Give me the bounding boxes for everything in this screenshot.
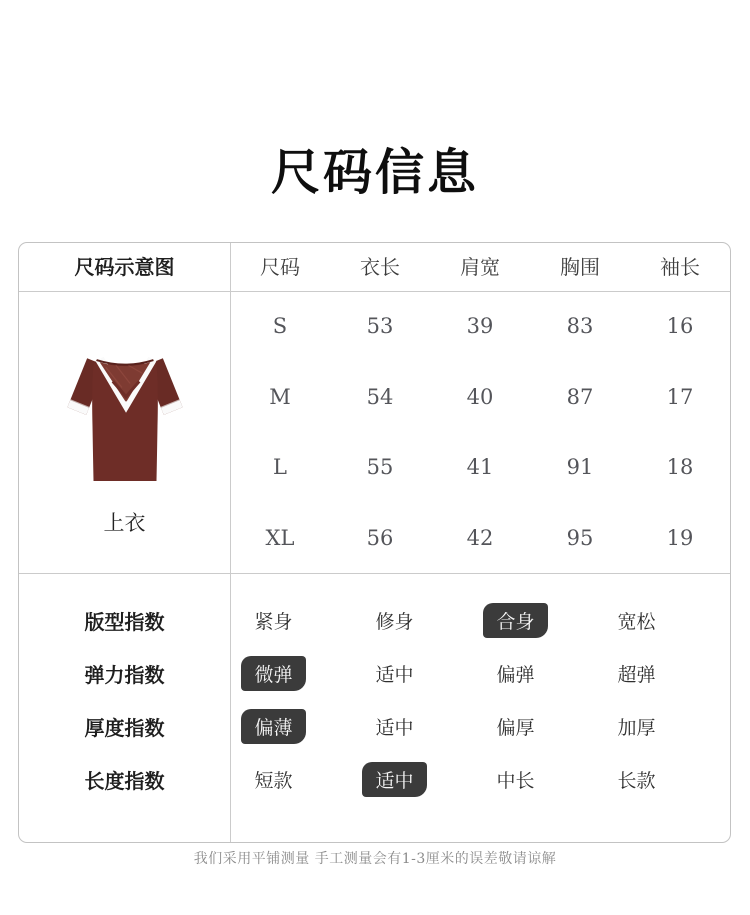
- index-option: 短款: [254, 770, 293, 792]
- column-header-size: 尺码: [260, 255, 300, 279]
- size-table: [18, 242, 731, 843]
- length-cell: 53: [366, 314, 394, 339]
- index-option: 适中: [375, 717, 414, 739]
- length-cell: 54: [366, 384, 394, 409]
- column-header-bust: 胸围: [560, 255, 600, 279]
- shoulder-cell: 39: [466, 314, 494, 339]
- index-row: [19, 753, 730, 806]
- index-option: 修身: [375, 611, 414, 633]
- bust-cell: 87: [566, 384, 594, 409]
- index-row: [19, 700, 730, 753]
- size-rows: [230, 291, 730, 573]
- length-cell: 56: [366, 525, 394, 550]
- bust-cell: 95: [566, 525, 594, 550]
- index-option: 加厚: [617, 717, 656, 739]
- index-option: 偏薄: [241, 709, 305, 744]
- column-header-sleeve: 袖长: [660, 255, 700, 279]
- index-option: 适中: [362, 762, 426, 797]
- index-row: [19, 594, 730, 647]
- size-cell: XL: [265, 525, 295, 550]
- index-option: 微弹: [241, 656, 305, 691]
- index-option: 合身: [483, 603, 547, 638]
- index-options-row: [213, 700, 697, 753]
- index-option: 中长: [496, 770, 535, 792]
- index-option: 偏弹: [496, 664, 535, 686]
- shoulder-cell: 42: [466, 525, 494, 550]
- index-section: [19, 574, 730, 806]
- table-row: [230, 432, 730, 503]
- index-label: 版型指数: [84, 610, 165, 634]
- index-option: 宽松: [617, 611, 656, 633]
- index-options-row: [213, 594, 697, 647]
- page-title: 尺码信息: [270, 143, 479, 201]
- garment-label: 上衣: [103, 511, 146, 535]
- index-option: 适中: [375, 664, 414, 686]
- index-label: 长度指数: [84, 769, 165, 793]
- index-option: 偏厚: [496, 717, 535, 739]
- sleeve-cell: 19: [666, 525, 694, 550]
- index-label: 弹力指数: [84, 663, 165, 687]
- column-header-shoulder: 肩宽: [460, 255, 500, 279]
- table-row: [230, 362, 730, 433]
- table-column-headers: [230, 243, 730, 291]
- size-cell: M: [269, 384, 291, 409]
- shoulder-cell: 40: [466, 384, 494, 409]
- footer-note: 我们采用平铺测量 手工测量会有1-3厘米的误差敬请谅解: [193, 851, 557, 867]
- index-row: [19, 647, 730, 700]
- index-options-row: [213, 753, 697, 806]
- index-option: 长款: [617, 770, 656, 792]
- shoulder-cell: 41: [466, 455, 494, 480]
- column-header-length: 衣长: [360, 255, 400, 279]
- size-cell: S: [272, 314, 288, 339]
- bust-cell: 91: [566, 455, 594, 480]
- index-options-row: [213, 647, 697, 700]
- index-option: 超弹: [617, 664, 656, 686]
- index-label: 厚度指数: [84, 716, 165, 740]
- bust-cell: 83: [566, 314, 594, 339]
- table-row: [230, 291, 730, 362]
- sleeve-cell: 18: [666, 455, 694, 480]
- length-cell: 55: [366, 455, 394, 480]
- index-option: 紧身: [254, 611, 293, 633]
- size-cell: L: [273, 455, 287, 480]
- tshirt-graphic: [65, 355, 185, 485]
- table-row: [230, 503, 730, 574]
- sleeve-cell: 17: [666, 384, 694, 409]
- sleeve-cell: 16: [666, 314, 694, 339]
- diagram-column-header: 尺码示意图: [74, 255, 175, 279]
